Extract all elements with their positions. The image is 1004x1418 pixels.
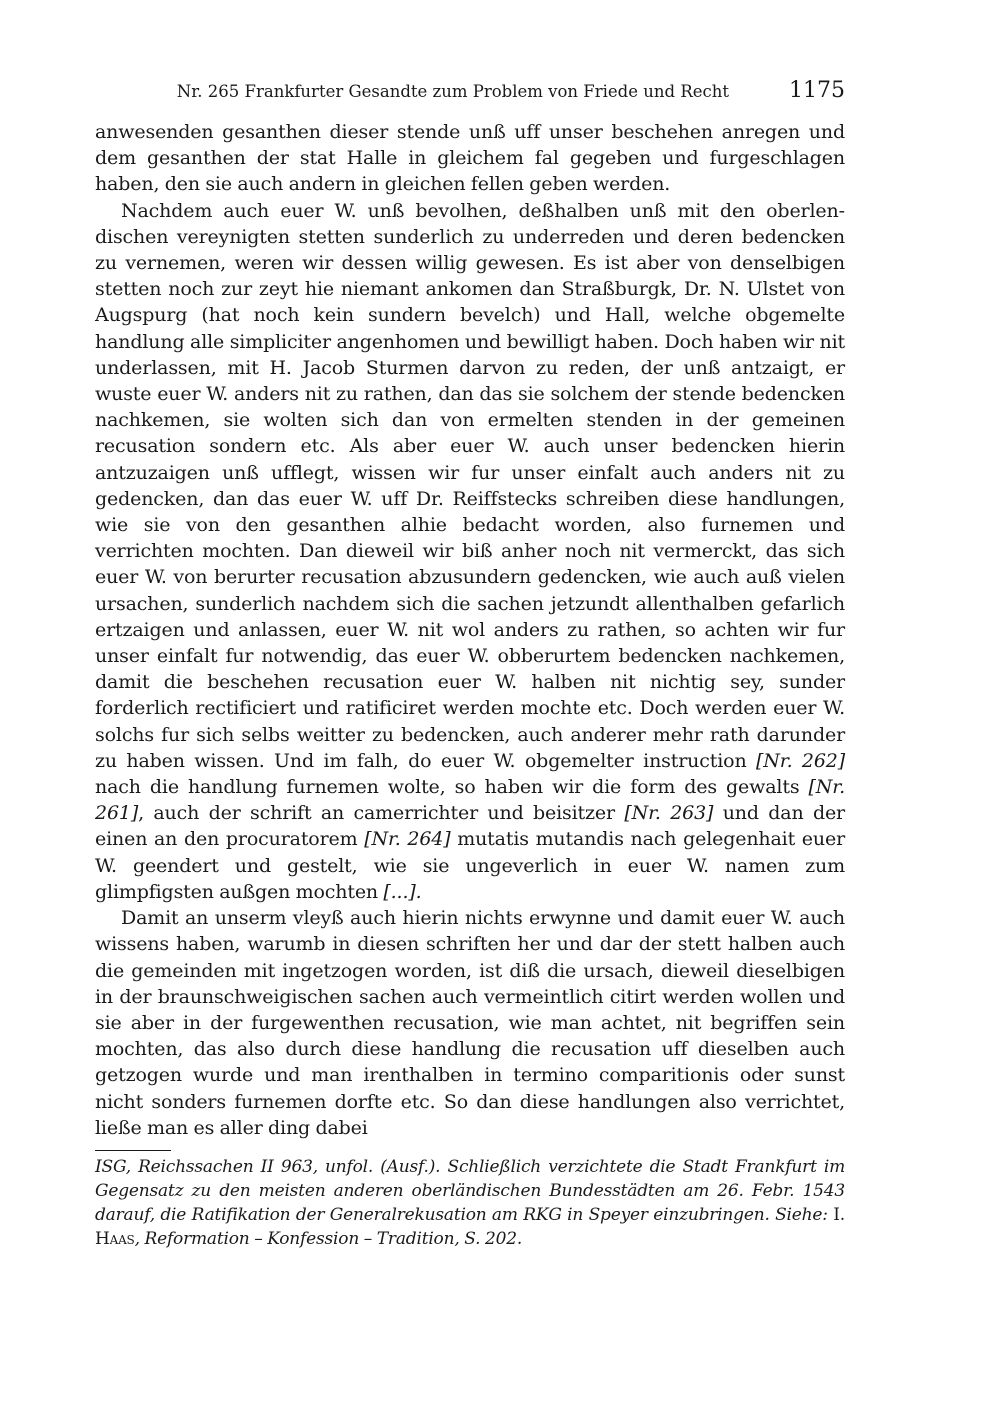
footnote xyxy=(95,1155,845,1251)
running-head xyxy=(95,80,845,108)
omission-marker: [...]. xyxy=(383,880,422,903)
footnote-author-initial: I. xyxy=(833,1205,845,1225)
running-title: Nr. 265 Frankfurter Gesandte zum Problem von Friede und Recht xyxy=(176,82,729,101)
paragraph-2 xyxy=(95,198,845,905)
footnote-divider xyxy=(95,1150,171,1151)
page-number: 1175 xyxy=(789,78,845,103)
paragraph-3 xyxy=(95,905,845,1141)
body-text xyxy=(95,119,845,1141)
document-reference: [Nr. 262] xyxy=(756,749,845,772)
paragraph-3-text: Damit an unserm vleyß auch hierin nichts erwynne und damit euer W. auch wissens haben, warumb in diesen schriften her und dar der stett halben auch die gemeinden mit ingetzogen worden, ist diß die ursach, dieweil dieselbigen in der braunschweigischen sachen auch vermeintlich citirt werden wollen und sie aber in der furgewenthen recusation, wie man achtet, nit begriffen sein mochten, das also durch diese handlung die recusation uff dieselben auch getzogen wurde und man irenthalben in termino comparitionis oder sunst nicht sonders furnemen dorfte etc. So dan diese handlungen also verrichtet, ließe man es aller ding dabei xyxy=(95,907,845,1139)
paragraph-2-text-a: Nachdem auch euer W. unß bevolhen, deßhalben unß mit den oberlendischen vereynigten stetten sunderlich zu underreden und deren bedencken zu vernemen, weren wir dessen willig gewesen. Es ist aber von denselbigen stetten noch zur zeyt hie niemant ankomen dan Straßburgk, Dr. N. Ulstet von Augspurg (hat noch kein sundern bevelch) und Hall, welche obgemelte handlung alle simpliciter angenhomen und bewilligt haben. Doch haben wir nit underlassen, mit H. Jacob Sturmen darvon zu reden, der unß antzaigt, er wuste euer W. anders nit zu rathen, dan das sie solchem der stende bedencken nachkemen, sie wolten sich dan von ermelten stenden in der gemeinen recusation sondern etc. Als aber euer W. auch unser bedencken hierin antzuzaigen unß ufflegt, wissen wir fur unser einfalt auch anders nit zu gedencken, dan das euer W. uff Dr. Reiffstecks schreiben diese handlungen, wie sie von den gesanthen alhie bedacht worden, also furnemen und verrichten mochten. Dan dieweil wir biß anher noch nit vermerckt, das sich euer W. von berurter recusation abzusundern gedencken, wie auch auß vielen ursachen, sunderlich nachdem sich die sachen jetzundt allenthalben gefarlich ertzaigen und anlassen, euer W. nit wol anders zu rathen, so achten wir fur unser einfalt fur notwendig, das euer W. obberurtem bedencken nachkemen, damit die beschehen recusation euer W. halben nit nichtig sey, sunder forderlich rectificiert und ratificiret werden mochte etc. Doch werden euer W. solchs fur sich selbs weitter zu bedencken, auch anderer mehr rath darunder zu haben wissen. Und im falh, do euer W. obgemelter instruction xyxy=(95,199,845,772)
paragraph-1 xyxy=(95,119,845,198)
footnote-author-name: Haas xyxy=(95,1229,135,1249)
paragraph-2-text-e: mutatis mutandis nach gelegenhait euer W. geendert und gestelt, wie sie ungeverlich in euer W. namen zum glimpfigsten außgen mochten xyxy=(95,828,846,903)
paragraph-2-text-c: , auch der schrift an camerrichter und beisitzer xyxy=(138,802,615,825)
footnote-text-a: ISG, Reichssachen II 963, unfol. (Ausf.). Schließlich verzichtete die Stadt Frankfurt im Gegensatz zu den meisten anderen oberländischen Bundesstädten am 26. Febr. 1543 darauf, die Ratifikation der Generalrekusation am RKG in Speyer einzubringen. Siehe: xyxy=(95,1157,845,1225)
document-reference: [Nr. 261] xyxy=(95,776,846,825)
footnote-text-b: , Reformation – Konfession – Tradition, S. 202. xyxy=(134,1229,523,1249)
paragraph-2-text-d: und dan der einen an den procuratorem xyxy=(95,802,845,851)
paragraph-2-text-b: nach die handlung furnemen wolte, so haben wir die form des gewalts xyxy=(95,776,800,799)
document-reference: [Nr. 264] xyxy=(364,828,451,851)
paragraph-1-text: anwesenden gesanthen dieser stende unß uff unser beschehen anregen und dem gesanthen der stat Halle in gleichem fal gegeben und furgeschlagen haben, den sie auch andern in gleichen fellen geben werden. xyxy=(95,121,845,196)
document-page xyxy=(95,0,845,1418)
document-reference: [Nr. 263] xyxy=(624,802,714,825)
